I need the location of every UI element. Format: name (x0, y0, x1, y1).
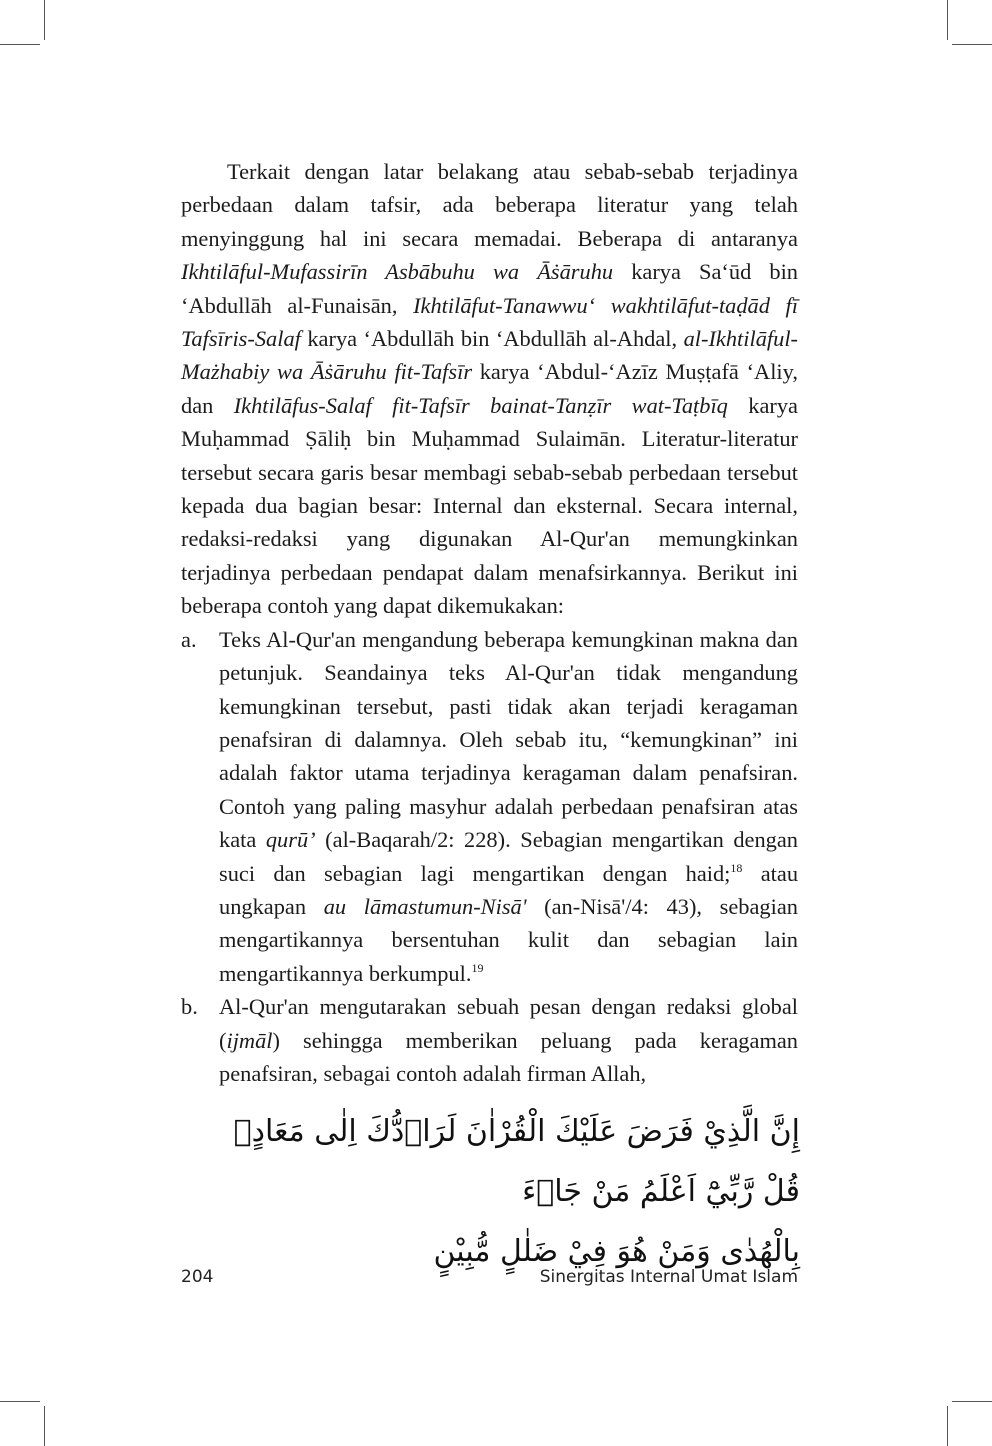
intro-paragraph (181, 155, 798, 623)
quran-verse (200, 1102, 800, 1282)
footnote-ref[interactable]: 18 (730, 860, 743, 875)
text-run: karya ‘Abdul-‘Azīz Muṣṭafā ‘Aliy, dan (181, 359, 798, 418)
text-run: Terkait dengan latar belakang atau sebab-sebab terjadinya perbedaan dalam tafsir, ada beberapa literatur yang telah menyinggung hal ini secara memadai. Beberapa di antaranya (181, 159, 798, 251)
text-run: karya Muḥammad Ṣāliḥ bin Muḥammad Sulaimān. Literatur-literatur tersebut secara garis besar membagi sebab-sebab perbedaan tersebut kepada dua bagian besar: Internal dan eksternal. Secara internal, redaksi-redaksi yang digunakan Al-Qur'an memungkinkan terjadinya perbedaan pendapat dalam menafsirkannya. Berikut ini beberapa contoh yang dapat dikemukakan: (181, 392, 798, 619)
book-title: al-Ikhtilāful-Mażhabiy wa Āṡāruhu fit-Tafsīr (181, 326, 798, 385)
running-title: Sinergitas Internal Umat Islam (539, 1267, 798, 1287)
list-item-a (181, 623, 798, 990)
arabic-term: qurū’ (265, 827, 316, 853)
crop-mark (952, 44, 992, 45)
text-run: (an-Nisā'/4: 43), sebagian mengartikannya bersentuhan kulit dan sebagian lain mengartikannya berkumpul. (219, 893, 798, 986)
book-title: Ikhtilāful-Mufassirīn Asbābuhu wa Āṡāruhu (181, 259, 614, 285)
text-run: karya ‘Abdullāh bin ‘Abdullāh al-Ahdal, (300, 326, 684, 352)
text-run: Al-Qur'an mengutarakan sebuah pesan dengan redaksi global ( (219, 994, 798, 1053)
verse-line-1: إِنَّ الَّذِيْ فَرَضَ عَلَيْكَ الْقُرْاٰنَ لَرَاۤدُّكَ اِلٰى مَعَادٍۗ قُلْ رَّبِّيْٓ اَعْلَمُ مَنْ جَاۤءَ (233, 1114, 800, 1209)
footnote-ref[interactable]: 19 (471, 960, 484, 975)
page-body (181, 155, 798, 1090)
verse-line-2: بِالْهُدٰى وَمَنْ هُوَ فِيْ ضَلٰلٍ مُّبِيْنٍ (433, 1234, 800, 1269)
crop-mark (952, 1401, 992, 1402)
text-run: karya Sa‘ūd bin ‘Abdullāh al-Funaisān, (181, 259, 798, 318)
crop-mark (947, 0, 948, 40)
text-run: Teks Al-Qur'an mengandung beberapa kemungkinan makna dan petunjuk. Seandainya teks Al-Qur'an tidak mengandung kemungkinan tersebut, pasti tidak akan terjadi keragaman penafsiran di dalamnya. Oleh sebab itu, “kemungkinan” ini adalah faktor utama terjadinya keragaman dalam penafsiran. Contoh yang paling masyhur adalah perbedaan penafsiran atas kata (219, 626, 798, 853)
book-title: Ikhtilāfus-Salaf fit-Tafsīr bainat-Tanẓīr wat-Taṭbīq (233, 392, 728, 418)
crop-mark (0, 44, 40, 45)
arabic-term: au lāmastumun-Nisā' (323, 893, 527, 919)
crop-mark (44, 0, 45, 40)
text-run: (al-Baqarah/2: 228). Sebagian mengartikan dengan suci dan sebagian lagi mengartikan dengan haid; (219, 827, 799, 886)
list-item-b (181, 990, 798, 1090)
crop-mark (0, 1401, 40, 1402)
list-marker: a. (181, 626, 197, 652)
text-run: ) sehingga memberikan peluang pada keragaman penafsiran, sebagai contoh adalah firman Allah, (219, 1027, 798, 1086)
book-title: Ikhtilāfut-Tanawwu‘ wakhtilāfut-taḍād fī Tafsīris-Salaf (181, 292, 798, 352)
list-marker: b. (181, 994, 198, 1020)
arabic-term: ijmāl (226, 1027, 273, 1053)
crop-mark (44, 1406, 45, 1446)
page-number: 204 (181, 1267, 214, 1287)
crop-mark (947, 1406, 948, 1446)
text-run: atau ungkapan (219, 860, 799, 919)
